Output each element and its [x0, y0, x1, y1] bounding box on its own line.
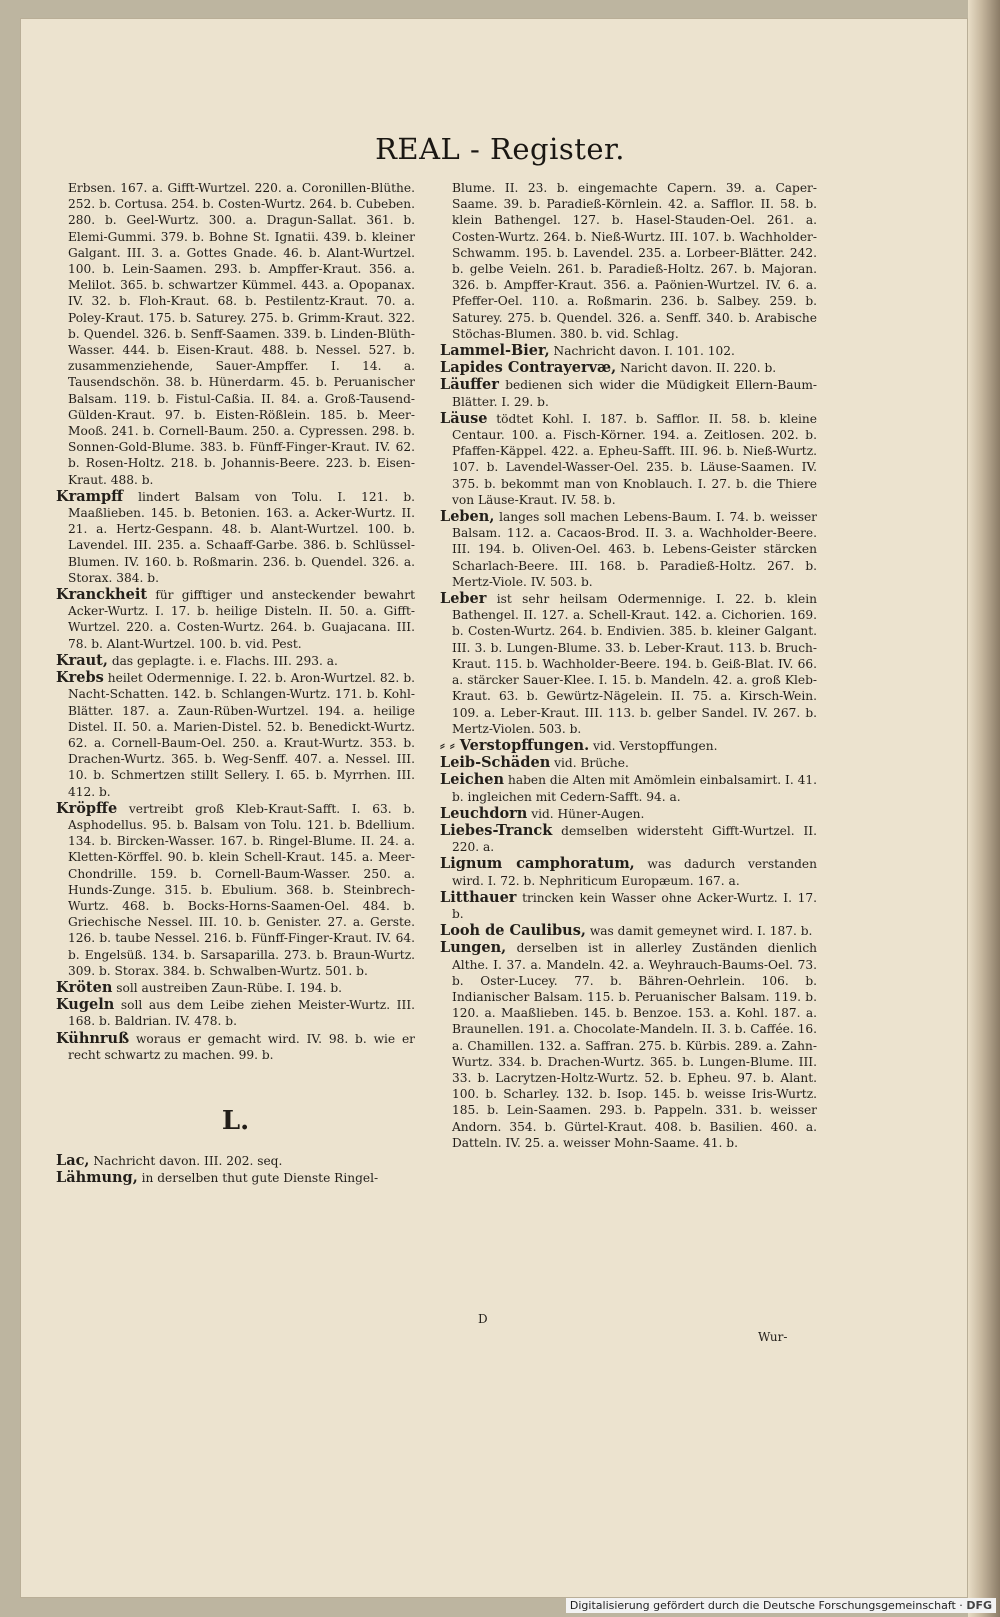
index-entry [56, 1031, 415, 1063]
entry-references: langes soll machen Lebens-Baum. I. 74. b. weisser Balsam. 112. a. Cacaos-Brod. II. 3. a. Wachholder-Beere. III. 194. b. Oliven-Oel. 463. b. Lebens-Geister stärcken Scharlach-Beere. III. 168. b. Paradieß-Holtz. 267. b. Mertz-Viole. IV. 503. b. [452, 510, 818, 589]
entry-headword: Krampff [56, 487, 124, 505]
footer-credit [566, 1598, 996, 1613]
index-entry [440, 591, 817, 737]
entry-headword: Lac, [56, 1152, 90, 1170]
index-entry [440, 755, 817, 771]
index-entry [56, 1153, 415, 1169]
index-entry [440, 360, 817, 376]
index-entry [440, 772, 817, 804]
index-entry [440, 890, 817, 922]
index-entry [440, 940, 817, 1151]
entry-headword: Lapides Contrayervæ, [440, 359, 617, 377]
entry-references: vid. Hüner-Augen. [531, 806, 645, 821]
index-entry [440, 377, 817, 409]
entry-headword: Leuchdorn [440, 804, 528, 822]
entry-references: bedienen sich wider die Müdigkeit Ellern-Baum-Blätter. I. 29. b. [452, 378, 817, 409]
index-entry [56, 801, 415, 979]
entry-references: soll austreiben Zaun-Rübe. I. 194. b. [116, 980, 343, 995]
entry-references: trincken kein Wasser ohne Acker-Wurtz. I. 17. b. [452, 890, 817, 921]
entry-references: das geplagte. i. e. Flachs. III. 293. a. [111, 653, 338, 668]
entry-references: in derselben thut gute Dienste Ringel- [141, 1171, 379, 1186]
book-spine-edge [968, 0, 1000, 1617]
entry-references: demselben widersteht Gifft-Wurtzel. II. 220. a. [452, 823, 817, 855]
entry-references: Nachricht davon. I. 101. 102. [553, 344, 735, 359]
entry-references: heilet Odermennige. I. 22. b. Aron-Wurtzel. 82. b. Nacht-Schatten. 142. b. Schlangen-Wurtz. 171. b. Kohl-Blätter. 187. a. Zaun-Rüben-Wurtzel. 194. a. heilige Distel. II. 50. a. Marien-Distel. 52. b. Benedickt-Wurtz. 62. a. Cornell-Baum-Oel. 250. a. Kraut-Wurtz. 353. b. Drachen-Wurtz. 365. b. Weg-Senff. 407. a. Nessel. III. 10. b. Schmertzen stillt Sellery. I. 65. b. Myrrhen. III. 412. b. [68, 671, 415, 799]
index-entry [56, 587, 415, 652]
entry-headword: Läuffer [440, 376, 499, 394]
index-entry [440, 411, 817, 508]
entry-headword: Kraut, [56, 651, 108, 669]
catchword: Wur- [758, 1330, 788, 1344]
entry-headword: Lungen, [440, 939, 507, 957]
index-entry [440, 738, 817, 754]
entry-headword: Kühnruß [56, 1029, 130, 1047]
index-entry [56, 980, 415, 996]
left-l-entry-list [56, 1153, 415, 1186]
signature-mark: D [478, 1312, 488, 1326]
index-entry [56, 489, 415, 586]
entry-references: vertreibt groß Kleb-Kraut-Safft. I. 63. b. Asphodellus. 95. b. Balsam von Tolu. 121. b. Bdellium. 134. b. Bircken-Wasser. 167. b. Ringel-Blume. II. 24. a. Kletten-Körffel. 90. b. klein Schell-Kraut. 145. a. Meer-Chondrille. 159. b. Cornell-Baum-Wasser. 250. a. Hunds-Zunge. 315. b. Ebulium. 368. b. Steinbrech-Wurtz. 468. b. Bocks-Horns-Saamen-Oel. 484. b. Griechische Nessel. III. 10. b. Genister. 27. a. Gerste. 126. b. taube Nessel. 216. b. Fünff-Finger-Kraut. IV. 64. b. Engelsüß. 134. b. Sarsaparilla. 273. b. Braun-Wurtz. 309. b. Storax. 384. b. Schwalben-Wurtz. 501. b. [68, 801, 416, 978]
entry-references: haben die Alten mit Amömlein einbalsamirt. I. 41. b. ingleichen mit Cedern-Safft. 94. a. [452, 773, 817, 804]
index-entry [440, 856, 817, 888]
entry-references: derselben ist in allerley Zuständen dienlich Althe. I. 37. a. Mandeln. 42. a. Weyhrauch-Baums-Oel. 73. b. Oster-Lucey. 77. b. Bähren-Oehrlein. 106. b. Indianischer Balsam. 115. b. Peruanischer Balsam. 119. b. 120. a. Maaßlieben. 145. b. Benzoe. 153. a. Kohl. 187. a. Braunellen. 191. a. Chocolate-Mandeln. II. 3. b. Caffée. 16. a. Chamillen. 132. a. Saffran. 275. b. Kürbis. 289. a. Zahn-Wurtz. 334. b. Drachen-Wurtz. 365. b. Lungen-Blume. III. 33. b. Lacrytzen-Holtz-Wurtz. 52. b. Epheu. 97. b. Alant. 100. b. Scharley. 132. b. Isop. 145. b. weisse Iris-Wurtz. 185. b. Lein-Saamen. 293. b. Pappeln. 331. b. weisser Andorn. 354. b. Gürtel-Kraut. 408. b. Basilien. 460. a. Datteln. IV. 25. a. weisser Mohn-Saame. 41. b. [452, 941, 818, 1150]
entry-headword: Krebs [56, 669, 104, 687]
index-entry [440, 343, 817, 359]
entry-headword: Looh de Caulibus, [440, 922, 586, 940]
section-letter: L. [221, 1105, 250, 1136]
entry-references: tödtet Kohl. I. 187. b. Safflor. II. 58. b. kleine Centaur. 100. a. Fisch-Körner. 194. a. Zeitlosen. 202. b. Pfaffen-Käppel. 422. a. Epheu-Safft. III. 96. b. Nieß-Wurtz. 107. b. Lavendel-Wasser-Oel. 235. b. Läuse-Saamen. IV. 375. b. bekommt man von Knoblauch. I. 27. b. die Thiere von Läuse-Kraut. IV. 58. b. [452, 411, 817, 507]
entry-references: vid. Brüche. [554, 756, 629, 771]
entry-headword: Litthauer [440, 888, 517, 906]
entry-references: Naricht davon. II. 220. b. [620, 361, 777, 376]
entry-references: woraus er gemacht wird. IV. 98. b. wie er recht schwartz zu machen. 99. b. [68, 1031, 416, 1062]
entry-headword: Leib-Schäden [440, 754, 551, 772]
entry-headword: Läuse [440, 409, 488, 427]
right-entry-list [440, 343, 817, 1151]
entry-headword: Lammel-Bier, [440, 342, 550, 360]
right-continuation-text: Blume. II. 23. b. eingemachte Capern. 39. a. Caper-Saame. 39. b. Paradieß-Körnlein. 42. a. Safflor. II. 58. b. klein Bathengel. 127. b. Hasel-Stauden-Oel. 261. a. Costen-Wurtz. 264. b. Nieß-Wurtz. III. 107. b. Wachholder-Schwamm. 195. b. Lavendel. 235. a. Lorbeer-Blätter. 242. b. gelbe Veieln. 261. b. Paradieß-Holtz. 267. b. Majoran. 326. b. Ampffer-Kraut. 356. a. Paönien-Wurtzel. IV. 6. a. Pfeffer-Oel. 110. a. Roßmarin. 236. b. Salbey. 259. b. Saturey. 275. b. Quendel. 326. a. Senff. 340. b. Arabische Stöchas-Blumen. 380. b. vid. Schlag. [452, 181, 817, 341]
index-entry [56, 1170, 415, 1186]
left-continuation-text: Erbsen. 167. a. Gifft-Wurtzel. 220. a. Coronillen-Blüthe. 252. b. Cortusa. 254. b. Costen-Wurtz. 264. b. Cubeben. 280. b. Geel-Wurtz. 300. a. Dragun-Sallat. 361. b. Elemi-Gummi. 379. b. Bohne St. Ignatii. 439. b. kleiner Galgant. III. 3. a. Gottes Gnade. 46. b. Alant-Wurtzel. 100. b. Lein-Saamen. 293. b. Ampffer-Kraut. 356. a. Melilot. 365. b. schwartzer Kümmel. 443. a. Opopanax. IV. 32. b. Floh-Kraut. 68. b. Pestilentz-Kraut. 70. a. Poley-Kraut. 175. b. Saturey. 275. b. Grimm-Kraut. 322. b. Quendel. 326. b. Senff-Saamen. 339. b. Linden-Blüth-Wasser. 444. b. Eisen-Kraut. 488. b. Nessel. 527. b. zusammenziehende, Sauer-Ampffer. I. 14. a. Tausendschön. 38. b. Hünerdarm. 45. b. Peruanischer Balsam. 119. b. Fistul-Caßia. II. 84. a. Groß-Tausend-Gülden-Kraut. 97. b. Eisten-Rößlein. 185. b. Meer-Mooß. 241. b. Cornell-Baum. 250. a. Cypressen. 298. b. Sonnen-Gold-Blume. 383. b. Fünff-Finger-Kraut. IV. 62. b. Rosen-Holtz. 218. b. Johannis-Beere. 223. b. Eisen-Kraut. 488. b. [68, 181, 415, 487]
index-entry [56, 670, 415, 800]
entry-references: für gifftiger und ansteckender bewahrt Acker-Wurtz. I. 17. b. heilige Disteln. II. 50. a. Gifft-Wurtzel. 220. a. Costen-Wurtz. 264. b. Guajacana. III. 78. b. Alant-Wurtzel. 100. b. vid. Pest. [68, 588, 415, 651]
entry-headword: Liebes-Tranck [440, 821, 553, 839]
dfg-logo: DFG [966, 1599, 992, 1612]
entry-headword: Lignum camphoratum, [440, 855, 635, 873]
footer-text: Digitalisierung gefördert durch die Deutsche Forschungsgemeinschaft · [569, 1599, 963, 1612]
entry-references: Nachricht davon. III. 202. seq. [93, 1154, 283, 1169]
entry-references: lindert Balsam von Tolu. I. 121. b. Maaßlieben. 145. b. Betonien. 163. a. Acker-Wurtz. II. 21. a. Hertz-Gespann. 48. b. Alant-Wurtzel. 100. b. Lavendel. III. 235. a. Schaaff-Garbe. 386. b. Schlüssel-Blumen. IV. 160. b. Roßmarin. 236. b. Quendel. 326. a. Storax. 384. b. [68, 489, 416, 585]
left-entry-list [56, 489, 415, 1063]
index-entry [440, 806, 817, 822]
index-entry [440, 509, 817, 590]
entry-headword: Kröpffe [56, 799, 118, 817]
entry-headword: Leben, [440, 508, 495, 526]
left-column [56, 180, 415, 1188]
entry-headword: Leichen [440, 771, 505, 789]
index-entry [56, 997, 415, 1029]
entry-headword: Kröten [56, 978, 113, 996]
entry-references: vid. Verstopffungen. [593, 738, 718, 753]
entry-references: soll aus dem Leibe ziehen Meister-Wurtz. III. 168. b. Baldrian. IV. 478. b. [68, 998, 416, 1029]
index-entry [56, 653, 415, 669]
right-column [440, 180, 817, 1152]
entry-references: was damit gemeynet wird. I. 187. b. [589, 924, 813, 939]
index-entry [440, 823, 817, 855]
entry-headword: Kugeln [56, 996, 115, 1014]
page-title: REAL - Register. [375, 132, 625, 166]
entry-references: was dadurch verstanden wird. I. 72. b. Nephriticum Europæum. 167. a. [452, 857, 817, 888]
entry-headword: Leber [440, 590, 487, 608]
entry-headword: ⸗ ⸗ Verstopffungen. [440, 736, 590, 754]
entry-headword: Kranckheit [56, 586, 148, 604]
index-entry [440, 923, 817, 939]
entry-references: ist sehr heilsam Odermennige. I. 22. b. klein Bathengel. II. 127. a. Schell-Kraut. 142. a. Cichorien. 169. b. Costen-Wurtz. 264. b. Endivien. 385. b. kleiner Galgant. III. 3. b. Lungen-Blume. 33. b. Leber-Kraut. 113. b. Bruch-Kraut. 115. b. Wachholder-Beere. 194. b. Geiß-Blat. IV. 66. a. stärcker Sauer-Klee. I. 15. b. Mandeln. 42. a. groß Kleb-Kraut. 63. b. Gewürtz-Nägelein. II. 75. a. Kirsch-Wein. 109. a. Leber-Kraut. III. 113. b. gelber Sandel. IV. 267. b. Mertz-Violen. 503. b. [452, 592, 817, 736]
entry-headword: Lähmung, [56, 1169, 138, 1187]
